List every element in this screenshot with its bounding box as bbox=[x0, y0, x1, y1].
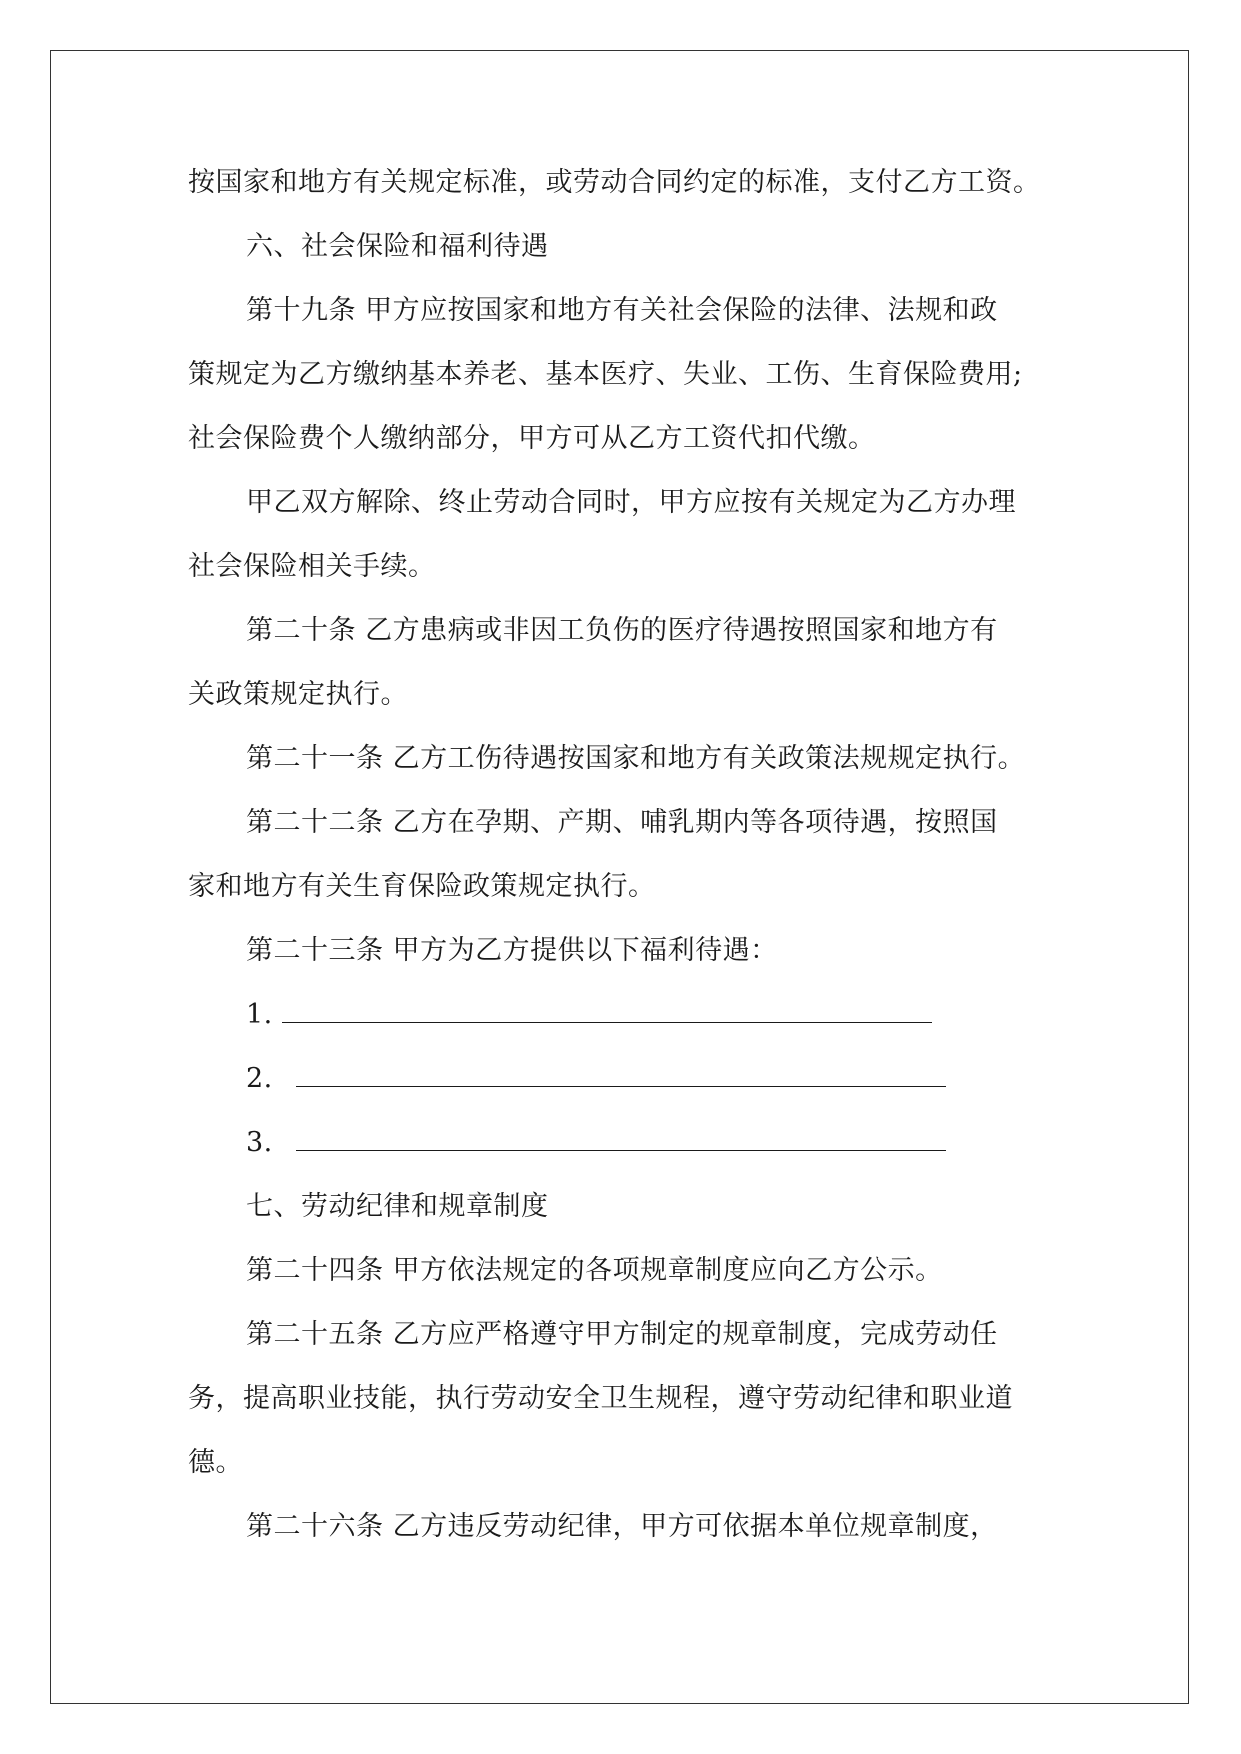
article-24: 第二十四条 甲方依法规定的各项规章制度应向乙方公示。 bbox=[246, 1255, 943, 1286]
article-25-line-1: 第二十五条 乙方应严格遵守甲方制定的规章制度，完成劳动任 bbox=[246, 1319, 998, 1350]
article-25-line-3: 德。 bbox=[188, 1447, 243, 1478]
welfare-item-3-blank bbox=[296, 1124, 946, 1151]
article-19-line-1: 第十九条 甲方应按国家和地方有关社会保险的法律、法规和政 bbox=[246, 295, 998, 326]
article-25-line-2: 务，提高职业技能，执行劳动安全卫生规程，遵守劳动纪律和职业道 bbox=[188, 1383, 1013, 1414]
article-23: 第二十三条 甲方为乙方提供以下福利待遇： bbox=[246, 935, 778, 966]
welfare-item-1 bbox=[246, 995, 932, 1035]
welfare-item-1-blank bbox=[282, 996, 932, 1023]
welfare-item-2-number: 2. bbox=[246, 1063, 273, 1094]
article-21: 第二十一条 乙方工伤待遇按国家和地方有关政策法规规定执行。 bbox=[246, 743, 1026, 774]
article-22-line-2: 家和地方有关生育保险政策规定执行。 bbox=[188, 871, 656, 902]
section-heading-social-insurance: 六、社会保险和福利待遇 bbox=[246, 231, 549, 262]
welfare-item-2 bbox=[246, 1059, 946, 1099]
termination-paragraph-line-2: 社会保险相关手续。 bbox=[188, 551, 436, 582]
welfare-item-3 bbox=[246, 1123, 946, 1163]
welfare-item-2-blank bbox=[296, 1060, 946, 1087]
welfare-item-3-number: 3. bbox=[246, 1127, 273, 1158]
article-20-line-1: 第二十条 乙方患病或非因工负伤的医疗待遇按照国家和地方有 bbox=[246, 615, 998, 646]
article-20-line-2: 关政策规定执行。 bbox=[188, 679, 408, 710]
welfare-item-1-number: 1. bbox=[246, 999, 273, 1030]
article-19-line-2: 策规定为乙方缴纳基本养老、基本医疗、失业、工伤、生育保险费用; bbox=[188, 359, 1023, 390]
article-26-line-1: 第二十六条 乙方违反劳动纪律，甲方可依据本单位规章制度， bbox=[246, 1511, 998, 1542]
paragraph-line: 按国家和地方有关规定标准，或劳动合同约定的标准，支付乙方工资。 bbox=[188, 167, 1041, 198]
article-22-line-1: 第二十二条 乙方在孕期、产期、哺乳期内等各项待遇，按照国 bbox=[246, 807, 998, 838]
termination-paragraph-line-1: 甲乙双方解除、终止劳动合同时，甲方应按有关规定为乙方办理 bbox=[246, 487, 1016, 518]
article-19-line-3: 社会保险费个人缴纳部分，甲方可从乙方工资代扣代缴。 bbox=[188, 423, 876, 454]
section-heading-labor-discipline: 七、劳动纪律和规章制度 bbox=[246, 1191, 549, 1222]
